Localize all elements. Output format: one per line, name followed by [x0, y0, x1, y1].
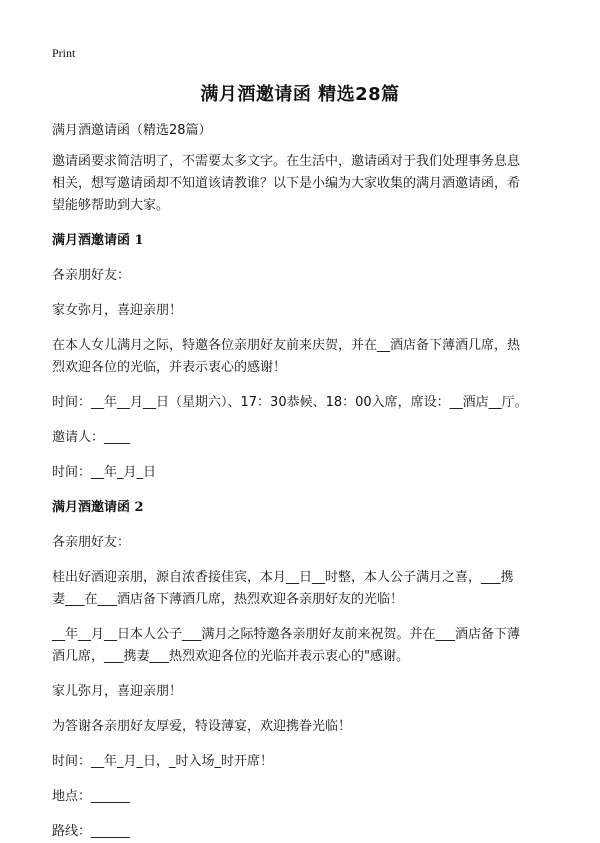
print-link[interactable]: Print	[52, 46, 76, 60]
body-line: 桂出好酒迎亲朋，源自浓香接佳宾，本月__日__时整，本人公子满月之喜，___携	[52, 570, 514, 585]
section-heading-2: 满月酒邀请函 2	[52, 500, 144, 515]
intro-paragraph-line: 相关，想写邀请函却不知道该请教谁？以下是小编为大家收集的满月酒邀请函，希	[52, 176, 521, 191]
announcement-line: 家女弥月，喜迎亲朋！	[52, 303, 183, 318]
place-line: 地点：______	[52, 789, 131, 804]
time-line: 时间：__年__月__日（星期六）、17：30恭候、18：00入席，席设：__酒店__厅。	[52, 395, 528, 410]
body-line: 烈欢迎各位的光临，并表示衷心的感谢！	[52, 360, 287, 375]
inviter-line: 邀请人：____	[52, 430, 131, 445]
route-line: 路线：______	[52, 824, 131, 839]
document-body	[52, 120, 560, 843]
document-title: 满月酒邀请函 精选28篇	[200, 84, 400, 105]
date-line: 时间：__年_月_日	[52, 465, 157, 480]
greeting: 各亲朋好友：	[52, 268, 131, 283]
intro-paragraph-line: 望能够帮助到大家。	[52, 198, 170, 213]
intro-subtitle: 满月酒邀请函（精选28篇）	[52, 123, 212, 138]
announcement-line: 家儿弥月，喜迎亲朋！	[52, 684, 183, 699]
greeting: 各亲朋好友：	[52, 535, 131, 550]
body-line: 在本人女儿满月之际，特邀各位亲朋好友前来庆贺，并在__酒店备下薄酒几席，热	[52, 338, 521, 353]
body-line: 酒几席，___携妻___热烈欢迎各位的光临并表示衷心的"感谢。	[52, 649, 409, 664]
body-line: 妻___在___酒店备下薄酒几席，热烈欢迎各亲朋好友的光临！	[52, 592, 404, 607]
thanks-line: 为答谢各亲朋好友厚爱，特设薄宴，欢迎携眷光临！	[52, 719, 352, 734]
section-heading-1: 满月酒邀请函 1	[52, 233, 144, 248]
intro-paragraph-line: 邀请函要求简洁明了，不需要太多文字。在生活中，邀请函对于我们处理事务息息	[52, 154, 521, 169]
body-line: __年__月__日本人公子___满月之际特邀各亲朋好友前来祝贺。并在___酒店备下薄	[52, 627, 521, 642]
time-line: 时间：__年_月_日，_时入场_时开席！	[52, 754, 274, 769]
